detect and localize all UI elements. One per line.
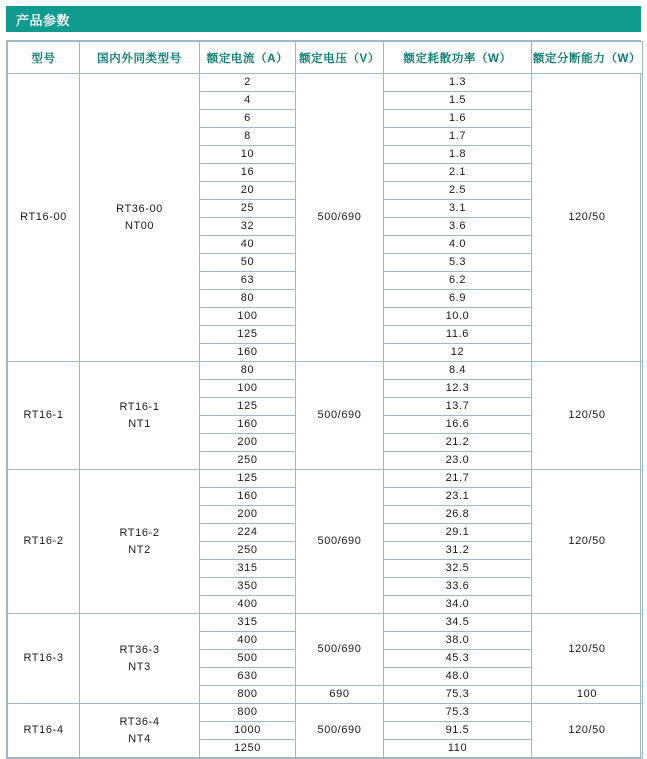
- current-value: 6: [200, 110, 296, 128]
- power-value: 75.3: [384, 686, 532, 704]
- current-value: 80: [200, 362, 296, 380]
- table-row: [8, 704, 643, 722]
- power-value: 1.8: [384, 146, 532, 164]
- table-row: [8, 74, 643, 92]
- col-header-voltage: 额定电压（V）: [296, 42, 384, 74]
- table-row: [8, 614, 643, 632]
- power-value: 12: [384, 344, 532, 362]
- current-value: 160: [200, 416, 296, 434]
- current-value: 500: [200, 650, 296, 668]
- current-value: 200: [200, 506, 296, 524]
- power-value: 34.0: [384, 596, 532, 614]
- col-header-model: 型号: [8, 42, 80, 74]
- current-value: 125: [200, 470, 296, 488]
- current-value: 2: [200, 74, 296, 92]
- power-value: 34.5: [384, 614, 532, 632]
- table-header: [8, 42, 643, 74]
- equivalent-line-1: RT16-2: [119, 526, 160, 539]
- table-row: [8, 362, 643, 380]
- current-value: 125: [200, 398, 296, 416]
- current-value: 160: [200, 488, 296, 506]
- power-value: 31.2: [384, 542, 532, 560]
- current-value: 20: [200, 182, 296, 200]
- power-value: 5.3: [384, 254, 532, 272]
- power-value: 12.3: [384, 380, 532, 398]
- col-header-equivalent: 国内外同类型号: [80, 42, 200, 74]
- table-row: [8, 470, 643, 488]
- power-value: 6.9: [384, 290, 532, 308]
- power-value: 1.3: [384, 74, 532, 92]
- voltage-rt16-3: 500/690: [296, 614, 384, 686]
- breaking-rt16-1: 120/50: [532, 362, 643, 470]
- current-value: 800: [200, 686, 296, 704]
- equivalent-line-2: NT4: [128, 732, 151, 745]
- current-value: 250: [200, 542, 296, 560]
- model-rt16-2: RT16-2: [8, 470, 80, 614]
- breaking-rt16-3: 120/50: [532, 614, 643, 686]
- power-value: 8.4: [384, 362, 532, 380]
- page-title: 产品参数: [16, 12, 71, 28]
- power-value: 1.6: [384, 110, 532, 128]
- power-value: 33.6: [384, 578, 532, 596]
- current-value: 16: [200, 164, 296, 182]
- table-body: [8, 74, 643, 758]
- equivalent-rt16-3: [80, 614, 200, 704]
- power-value: 1.7: [384, 128, 532, 146]
- power-value: 6.2: [384, 272, 532, 290]
- power-value: 48.0: [384, 668, 532, 686]
- power-value: 10.0: [384, 308, 532, 326]
- spec-page: [0, 6, 647, 754]
- current-value: 4: [200, 92, 296, 110]
- power-value: 2.1: [384, 164, 532, 182]
- equivalent-rt16-1: [80, 362, 200, 470]
- equivalent-line-2: NT3: [128, 660, 151, 673]
- voltage-rt16-3-800a: 690: [296, 686, 384, 704]
- power-value: 26.8: [384, 506, 532, 524]
- current-value: 630: [200, 668, 296, 686]
- current-value: 32: [200, 218, 296, 236]
- power-value: 38.0: [384, 632, 532, 650]
- current-value: 315: [200, 560, 296, 578]
- power-value: 11.6: [384, 326, 532, 344]
- current-value: 160: [200, 344, 296, 362]
- current-value: 125: [200, 326, 296, 344]
- spec-table: [7, 41, 643, 758]
- current-value: 200: [200, 434, 296, 452]
- current-value: 8: [200, 128, 296, 146]
- header-row: [8, 42, 643, 74]
- model-rt16-3: RT16-3: [8, 614, 80, 704]
- equivalent-line-2: NT1: [128, 417, 151, 430]
- current-value: 25: [200, 200, 296, 218]
- power-value: 75.3: [384, 704, 532, 722]
- breaking-rt16-3-800a: 100: [532, 686, 643, 704]
- power-value: 32.5: [384, 560, 532, 578]
- power-value: 2.5: [384, 182, 532, 200]
- equivalent-line-2: NT2: [128, 543, 151, 556]
- section-title-bar: [6, 6, 641, 32]
- power-value: 3.6: [384, 218, 532, 236]
- current-value: 40: [200, 236, 296, 254]
- current-value: 315: [200, 614, 296, 632]
- current-value: 100: [200, 380, 296, 398]
- power-value: 3.1: [384, 200, 532, 218]
- col-header-current: 额定电流（A）: [200, 42, 296, 74]
- breaking-rt16-2: 120/50: [532, 470, 643, 614]
- power-value: 16.6: [384, 416, 532, 434]
- power-value: 91.5: [384, 722, 532, 740]
- equivalent-rt16-2: [80, 470, 200, 614]
- current-value: 1000: [200, 722, 296, 740]
- current-value: 800: [200, 704, 296, 722]
- power-value: 23.0: [384, 452, 532, 470]
- current-value: 1250: [200, 740, 296, 758]
- equivalent-rt16-00: [80, 74, 200, 362]
- spec-table-container: [6, 40, 641, 759]
- current-value: 10: [200, 146, 296, 164]
- voltage-rt16-2: 500/690: [296, 470, 384, 614]
- breaking-rt16-4: 120/50: [532, 704, 643, 758]
- current-value: 50: [200, 254, 296, 272]
- breaking-rt16-00: 120/50: [532, 74, 643, 362]
- current-value: 250: [200, 452, 296, 470]
- power-value: 23.1: [384, 488, 532, 506]
- model-rt16-00: RT16-00: [8, 74, 80, 362]
- voltage-rt16-4: 500/690: [296, 704, 384, 758]
- current-value: 400: [200, 632, 296, 650]
- model-rt16-1: RT16-1: [8, 362, 80, 470]
- power-value: 45.3: [384, 650, 532, 668]
- power-value: 29.1: [384, 524, 532, 542]
- equivalent-rt16-4: [80, 704, 200, 758]
- equivalent-line-2: NT00: [124, 219, 155, 232]
- power-value: 13.7: [384, 398, 532, 416]
- power-value: 21.2: [384, 434, 532, 452]
- power-value: 4.0: [384, 236, 532, 254]
- current-value: 224: [200, 524, 296, 542]
- equivalent-line-1: RT36-4: [119, 715, 160, 728]
- equivalent-line-1: RT36-3: [119, 643, 160, 656]
- col-header-breaking: 额定分断能力（W）: [532, 42, 643, 74]
- current-value: 350: [200, 578, 296, 596]
- power-value: 1.5: [384, 92, 532, 110]
- equivalent-line-1: RT16-1: [119, 400, 160, 413]
- power-value: 110: [384, 740, 532, 758]
- current-value: 80: [200, 290, 296, 308]
- col-header-power: 额定耗散功率（W）: [384, 42, 532, 74]
- voltage-rt16-00: 500/690: [296, 74, 384, 362]
- equivalent-line-1: RT36-00: [116, 202, 163, 215]
- current-value: 100: [200, 308, 296, 326]
- model-rt16-4: RT16-4: [8, 704, 80, 758]
- power-value: 21.7: [384, 470, 532, 488]
- current-value: 63: [200, 272, 296, 290]
- current-value: 400: [200, 596, 296, 614]
- voltage-rt16-1: 500/690: [296, 362, 384, 470]
